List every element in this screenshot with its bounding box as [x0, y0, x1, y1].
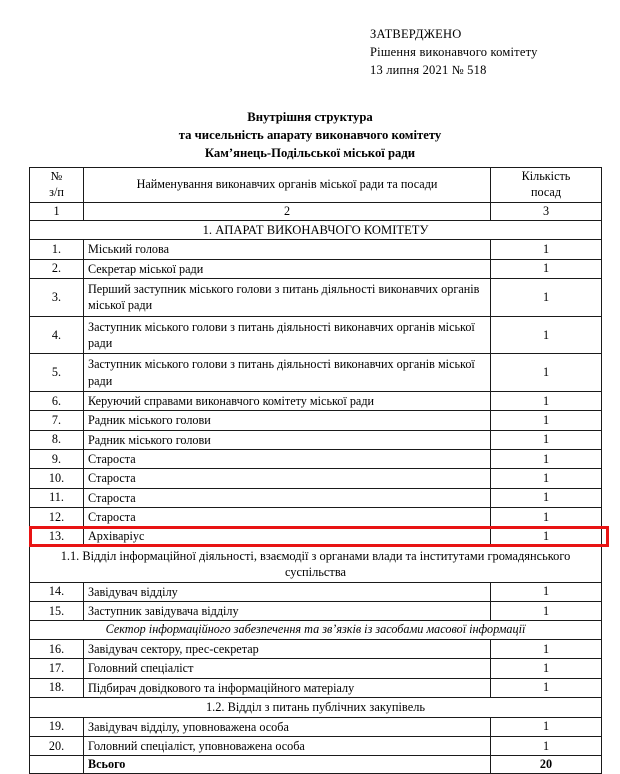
position-count-cell: 1 — [491, 411, 602, 430]
row-number-cell: 8. — [30, 430, 84, 449]
title-line-2: та чисельність апарату виконавчого комітету — [178, 128, 442, 143]
position-count-cell: 1 — [491, 392, 602, 411]
header-count-line-1: Кількість — [521, 169, 571, 183]
row-number-cell: 16. — [30, 640, 84, 659]
position-name-cell: Заступник міського голови з питань діяльності виконавчих органів міської ради — [84, 354, 491, 392]
row-number-cell: 15. — [30, 601, 84, 620]
title-line-1: Внутрішня структура — [247, 110, 373, 124]
position-count-cell: 1 — [491, 469, 602, 488]
column-number-1: 1 — [30, 202, 84, 220]
table-total-row — [30, 756, 602, 774]
position-name-cell: Архіваріус — [84, 527, 491, 546]
row-number-cell: 9. — [30, 450, 84, 469]
table-row — [30, 678, 602, 697]
row-number-cell: 4. — [30, 316, 84, 354]
position-name-cell: Радник міського голови — [84, 411, 491, 430]
table-row — [30, 354, 602, 392]
position-name-cell: Радник міського голови — [84, 430, 491, 449]
position-count-cell: 1 — [491, 717, 602, 736]
row-number-cell: 1. — [30, 240, 84, 259]
row-number-cell: 12. — [30, 508, 84, 527]
position-count-cell: 1 — [491, 508, 602, 527]
position-name-cell: Староста — [84, 488, 491, 507]
position-name-cell: Міський голова — [84, 240, 491, 259]
position-count-cell: 1 — [491, 488, 602, 507]
header-cell-number — [30, 168, 84, 203]
position-count-cell: 1 — [491, 736, 602, 755]
column-number-2: 2 — [84, 202, 491, 220]
row-number-cell: 7. — [30, 411, 84, 430]
table-row — [30, 430, 602, 449]
table-row — [30, 469, 602, 488]
position-name-cell: Перший заступник міського голови з питань діяльності виконавчих органів міської ради — [84, 279, 491, 317]
position-count-cell: 1 — [491, 279, 602, 317]
table-row — [30, 582, 602, 601]
table-row — [30, 316, 602, 354]
position-name-cell: Секретар міської ради — [84, 259, 491, 278]
position-count-cell: 1 — [491, 678, 602, 697]
table-row — [30, 508, 602, 527]
row-number-cell: 17. — [30, 659, 84, 678]
approval-line-2: Рішення виконавчого комітету — [370, 44, 538, 59]
table-row — [30, 240, 602, 259]
approval-line-3: 13 липня 2021 № 518 — [370, 62, 487, 77]
row-number-cell: 6. — [30, 392, 84, 411]
row-number-cell: 11. — [30, 488, 84, 507]
table-row — [30, 450, 602, 469]
position-name-cell: Завідувач сектору, прес-секретар — [84, 640, 491, 659]
table-row — [30, 601, 602, 620]
position-name-cell: Підбирач довідкового та інформаційного матеріалу — [84, 678, 491, 697]
table-row — [30, 527, 602, 546]
table-row — [30, 736, 602, 755]
position-count-cell: 1 — [491, 450, 602, 469]
position-name-cell: Завідувач відділу — [84, 582, 491, 601]
table-row — [30, 279, 602, 317]
section-heading-row — [30, 698, 602, 717]
position-count-cell: 1 — [491, 316, 602, 354]
position-count-cell: 1 — [491, 259, 602, 278]
section-heading-text: 1.1. Відділ інформаційної діяльності, взаємодії з органами влади та інститутами громадянського суспільства — [30, 546, 602, 582]
row-number-cell: 10. — [30, 469, 84, 488]
section-heading-text: 1.2. Відділ з питань публічних закупівель — [30, 698, 602, 717]
position-name-cell: Головний спеціаліст — [84, 659, 491, 678]
position-count-cell: 20 — [491, 756, 602, 774]
position-count-cell: 1 — [491, 582, 602, 601]
header-cell-name: Найменування виконавчих органів міської ради та посади — [84, 168, 491, 203]
structure-table — [29, 167, 602, 774]
approval-block — [370, 26, 610, 79]
position-count-cell: 1 — [491, 601, 602, 620]
row-number-cell: 3. — [30, 279, 84, 317]
position-count-cell: 1 — [491, 430, 602, 449]
section-heading-row — [30, 220, 602, 240]
row-number-cell: 14. — [30, 582, 84, 601]
row-number-cell: 13. — [30, 527, 84, 546]
position-name-cell: Староста — [84, 450, 491, 469]
row-number-cell — [30, 756, 84, 774]
table-row — [30, 411, 602, 430]
position-name-cell: Заступник міського голови з питань діяльності виконавчих органів міської ради — [84, 316, 491, 354]
position-name-cell: Заступник завідувача відділу — [84, 601, 491, 620]
table-header-row — [30, 168, 602, 203]
position-name-cell: Завідувач відділу, уповноважена особа — [84, 717, 491, 736]
position-name-cell: Головний спеціаліст, уповноважена особа — [84, 736, 491, 755]
position-name-cell: Староста — [84, 508, 491, 527]
position-count-cell: 1 — [491, 527, 602, 546]
position-count-cell: 1 — [491, 240, 602, 259]
header-count-line-2: посад — [530, 184, 562, 199]
column-number-3: 3 — [491, 202, 602, 220]
table-row — [30, 488, 602, 507]
table-row — [30, 640, 602, 659]
structure-table-wrapper — [29, 167, 601, 774]
sector-heading-row — [30, 621, 602, 640]
section-heading-text: Сектор інформаційного забезпечення та зв’язків із засобами масової інформації — [30, 621, 602, 640]
row-number-cell: 18. — [30, 678, 84, 697]
header-number-line-1: № — [50, 169, 63, 183]
row-number-cell: 19. — [30, 717, 84, 736]
position-name-cell: Всього — [84, 756, 491, 774]
position-count-cell: 1 — [491, 354, 602, 392]
position-name-cell: Керуючий справами виконавчого комітету міської ради — [84, 392, 491, 411]
position-count-cell: 1 — [491, 640, 602, 659]
document-title — [0, 108, 620, 162]
section-heading-text: 1. АПАРАТ ВИКОНАВЧОГО КОМІТЕТУ — [30, 220, 602, 240]
row-number-cell: 2. — [30, 259, 84, 278]
position-name-cell: Староста — [84, 469, 491, 488]
table-row — [30, 717, 602, 736]
row-number-cell: 5. — [30, 354, 84, 392]
header-number-line-2: з/п — [49, 184, 64, 199]
title-line-3: Кам’янець-Подільської міської ради — [204, 146, 416, 161]
section-heading-row — [30, 546, 602, 582]
row-number-cell: 20. — [30, 736, 84, 755]
table-row — [30, 259, 602, 278]
table-row — [30, 659, 602, 678]
column-number-row — [30, 202, 602, 220]
position-count-cell: 1 — [491, 659, 602, 678]
header-cell-count — [491, 168, 602, 203]
approval-line-1: ЗАТВЕРДЖЕНО — [370, 27, 462, 41]
table-row — [30, 392, 602, 411]
